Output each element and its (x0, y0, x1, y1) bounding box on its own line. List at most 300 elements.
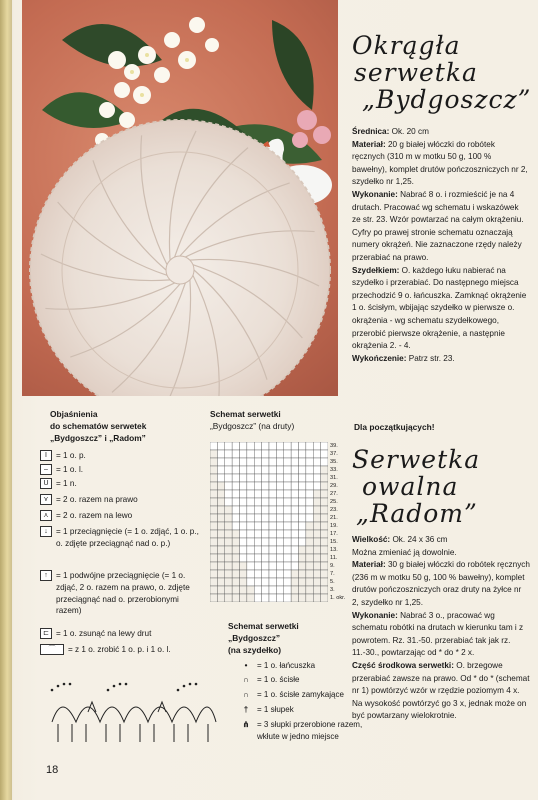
chart-cell (299, 522, 306, 530)
finish-text: Patrz str. 23. (408, 353, 455, 363)
row-number: 31. (330, 475, 338, 481)
chart-cell (225, 442, 232, 450)
chart-cell (225, 594, 232, 602)
beginners-badge: Dla początkujących! (354, 422, 435, 432)
chart-cell (321, 522, 328, 530)
chart-cell (240, 458, 247, 466)
chart-cell (254, 530, 261, 538)
chart-cell (313, 546, 320, 554)
legend-item (40, 464, 206, 476)
chart-cell (291, 514, 298, 522)
chart-cell (321, 570, 328, 578)
chart-cell (225, 522, 232, 530)
chart-cell (247, 506, 254, 514)
chart-cell (217, 554, 224, 562)
chart-cell (321, 498, 328, 506)
chart-cell (321, 466, 328, 474)
chart-cell (210, 498, 217, 506)
chart-cell (291, 522, 298, 530)
crochet-chart-title-line3: (na szydełko) (228, 645, 282, 655)
chart-cell (284, 450, 291, 458)
row-number: 19. (330, 523, 338, 529)
chart-cell (321, 578, 328, 586)
chart-cell (217, 482, 224, 490)
crochet-chart-title-line1: Schemat serwetki (228, 621, 299, 631)
chart-cell (269, 554, 276, 562)
chart-cell (247, 522, 254, 530)
material-text: 20 g białej włóczki do robótek ręcznych (310 m w motku 50 g, 100 % bawełny), komplet drutów pończoszniczych nr 2, szydełko nr 1,25. (352, 139, 528, 187)
p2tog-icon: ⋏ (40, 510, 52, 521)
row-number: 27. (330, 491, 338, 497)
chart-cell (225, 530, 232, 538)
chart-cell (306, 562, 313, 570)
chart-cell (284, 554, 291, 562)
chart-cell (276, 514, 283, 522)
chart-cell (232, 474, 239, 482)
chart-cell (269, 562, 276, 570)
chart-cell (225, 586, 232, 594)
chart-cell (262, 570, 269, 578)
legend-item (40, 644, 218, 656)
chart-cell (247, 490, 254, 498)
chart-cell (299, 570, 306, 578)
chart-cell (225, 546, 232, 554)
chart-cell (269, 506, 276, 514)
k2tog-icon: ⋎ (40, 494, 52, 505)
pattern1-title-line3: „Bydgoszcz” (362, 85, 532, 114)
making-label: Wykonanie: (352, 189, 398, 199)
chart-cell (247, 474, 254, 482)
chart-cell (217, 506, 224, 514)
chart-cell (217, 538, 224, 546)
making2-label: Wykonanie: (352, 610, 398, 620)
chart-cell (306, 466, 313, 474)
chart-cell (232, 554, 239, 562)
knit-chart-title-line2: „Bydgoszcz” (na druty) (210, 421, 295, 431)
chart-cell (262, 442, 269, 450)
chart-cell (225, 482, 232, 490)
chart-cell (262, 490, 269, 498)
chart-cell (299, 554, 306, 562)
chart-cell (269, 522, 276, 530)
chart-cell (284, 490, 291, 498)
chart-cell (225, 514, 232, 522)
row-number: 39. (330, 443, 338, 449)
chart-cell (313, 482, 320, 490)
chart-cell (254, 562, 261, 570)
chart-cell (254, 514, 261, 522)
chart-cell (291, 450, 298, 458)
chart-cell (291, 442, 298, 450)
chart-cell (269, 450, 276, 458)
chart-cell (306, 450, 313, 458)
chart-cell (240, 450, 247, 458)
chart-cell (306, 586, 313, 594)
chart-cell (313, 594, 320, 602)
crochet-legend-text: = 1 o. ścisłe (257, 675, 300, 684)
chart-cell (210, 482, 217, 490)
chart-cell (254, 474, 261, 482)
chart-cell (299, 482, 306, 490)
pattern1-title-line1: Okrągła (352, 31, 461, 60)
chart-cell (240, 474, 247, 482)
row-number: 33. (330, 467, 338, 473)
chart-cell (276, 522, 283, 530)
chart-cell (254, 586, 261, 594)
chart-cell (262, 530, 269, 538)
chart-cell (232, 570, 239, 578)
row-number: 29. (330, 483, 338, 489)
chart-cell (276, 474, 283, 482)
chart-cell (321, 538, 328, 546)
chart-cell (306, 458, 313, 466)
chart-cell (299, 594, 306, 602)
pattern1-instructions (352, 126, 528, 365)
chart-cell (225, 450, 232, 458)
chart-cell (225, 554, 232, 562)
chart-cell (276, 466, 283, 474)
chart-cell (321, 490, 328, 498)
chart-cell (262, 554, 269, 562)
chart-cell (276, 506, 283, 514)
chart-cell (210, 562, 217, 570)
chart-cell (306, 546, 313, 554)
chart-cell (225, 562, 232, 570)
chart-cell (247, 466, 254, 474)
chart-cell (217, 442, 224, 450)
page-number: 18 (46, 764, 59, 776)
chart-cell (240, 554, 247, 562)
chart-cell (254, 498, 261, 506)
chart-cell (254, 594, 261, 602)
chart-cell (262, 450, 269, 458)
chart-cell (262, 578, 269, 586)
material-label: Materiał: (352, 139, 386, 149)
chart-cell (225, 578, 232, 586)
chart-cell (254, 578, 261, 586)
legend-item-text: = 1 n. (56, 479, 77, 488)
chart-cell (313, 466, 320, 474)
chart-cell (291, 530, 298, 538)
chart-cell (232, 466, 239, 474)
chart-cell (276, 458, 283, 466)
chart-cell (291, 538, 298, 546)
legend-heading-line1: Objaśnienia (50, 409, 98, 419)
chart-cell (321, 450, 328, 458)
chart-cell (276, 594, 283, 602)
chart-cell (240, 514, 247, 522)
legend-item-text: = 1 o. zsunąć na lewy drut (56, 629, 152, 638)
chart-cell (254, 482, 261, 490)
chart-cell (276, 546, 283, 554)
chart-cell (291, 474, 298, 482)
knit-stitch-icon: I (40, 450, 52, 461)
crochet-legend-text: = 1 słupek (257, 705, 294, 714)
chart-cell (262, 514, 269, 522)
chart-cell (313, 450, 320, 458)
legend-item-text: = 1 podwójne przeciągnięcie (= 1 o. zdjąć, 2 o. razem na prawo, o. zdjęte przeciągnąć nad o. przerobionymi razem) (56, 571, 190, 616)
chart-cell (306, 482, 313, 490)
chart-cell (232, 442, 239, 450)
chart-cell (240, 442, 247, 450)
row-number: 21. (330, 515, 338, 521)
chart-cell (210, 530, 217, 538)
chart-cell (291, 490, 298, 498)
chart-cell (225, 570, 232, 578)
chart-cell (276, 490, 283, 498)
chart-cell (284, 514, 291, 522)
chart-cell (262, 506, 269, 514)
chart-cell (299, 466, 306, 474)
chart-cell (321, 546, 328, 554)
doily-illustration (22, 0, 338, 396)
chart-cell (232, 490, 239, 498)
chart-cell (291, 594, 298, 602)
chart-cell (262, 586, 269, 594)
chart-cell (217, 530, 224, 538)
diameter-text: Ok. 20 cm (391, 127, 429, 136)
chart-cell (232, 530, 239, 538)
chart-cell (225, 458, 232, 466)
chart-cell (269, 586, 276, 594)
crochet-chart-title-line2: „Bydgoszcz” (228, 633, 281, 643)
chart-cell (247, 546, 254, 554)
chart-cell (299, 562, 306, 570)
chart-cell (247, 586, 254, 594)
chart-cell (240, 538, 247, 546)
chart-cell (240, 578, 247, 586)
pattern2-title (352, 446, 480, 527)
chart-cell (240, 482, 247, 490)
chart-cell (217, 546, 224, 554)
chart-cell (254, 450, 261, 458)
chart-cell (247, 514, 254, 522)
cluster-icon: ⋔ (242, 720, 250, 729)
chart-cell (269, 578, 276, 586)
chart-cell (240, 570, 247, 578)
chart-cell (240, 498, 247, 506)
material2-text: 30 g białej włóczki do robótek ręcznych (236 m w motku 50 g, 100 % bawełny), komplet drutów pończoszniczych oraz druty na żyłce nr 2, szydełko nr 1,25. (352, 560, 530, 607)
purl-stitch-icon: – (40, 464, 52, 475)
chart-cell (217, 498, 224, 506)
chart-cell (240, 490, 247, 498)
legend-item-text: = 1 przeciągnięcie (= 1 o. zdjąć, 1 o. p., o. zdjęte przeciągnąć nad o. p.) (56, 527, 199, 548)
chart-cell (269, 530, 276, 538)
size-note: Można zmieniać ją dowolnie. (352, 547, 457, 557)
chart-cell (321, 514, 328, 522)
single-crochet-icon: ∩ (243, 675, 249, 684)
chart-cell (210, 594, 217, 602)
chart-cell (313, 522, 320, 530)
pattern1-title-line2: serwetka (354, 58, 478, 87)
making2-text: Nabrać 3 o., pracować wg schematu robótki na drutach w kierunku tam i z powrotem. Rz. 31.-50. przerabiać tak jak rz. 11.-30., powtarzając od * do * 2 x. (352, 610, 524, 658)
chart-cell (276, 554, 283, 562)
chart-cell (269, 514, 276, 522)
chart-cell (247, 594, 254, 602)
chart-cell (313, 490, 320, 498)
chart-cell (269, 474, 276, 482)
chart-cell (284, 498, 291, 506)
chart-cell (276, 530, 283, 538)
chart-cell (284, 474, 291, 482)
row-number: 35. (330, 459, 338, 465)
row-number: 13. (330, 547, 338, 553)
chart-cell (262, 474, 269, 482)
chart-cell (269, 458, 276, 466)
chart-cell (240, 466, 247, 474)
chart-cell (313, 498, 320, 506)
row-number: 3. (330, 587, 335, 593)
legend-item-text: = 1 o. l. (56, 465, 84, 474)
chart-cell (232, 498, 239, 506)
crochet-chart-title (228, 620, 299, 656)
chart-cell (291, 498, 298, 506)
knit-chart-title (210, 408, 294, 432)
chart-cell (217, 562, 224, 570)
chart-cell (284, 594, 291, 602)
double-slip-pass-icon: ↑ (40, 570, 52, 581)
chart-cell (262, 522, 269, 530)
chart-cell (291, 506, 298, 514)
pattern2-instructions (352, 534, 530, 723)
crochet-legend-text: = 1 o. łańcuszka (257, 661, 316, 670)
chart-cell (291, 458, 298, 466)
legend-heading (50, 408, 146, 444)
chart-cell (299, 578, 306, 586)
chart-cell (299, 538, 306, 546)
chart-cell (262, 546, 269, 554)
chart-cell (313, 506, 320, 514)
chart-cell (254, 554, 261, 562)
chart-cell (299, 498, 306, 506)
chart-cell (210, 578, 217, 586)
chart-cell (217, 458, 224, 466)
row-number: 7. (330, 571, 335, 577)
crochet-legend-text: = 3 słupki przerobione razem, wkłute w jedno miejsce (257, 720, 363, 741)
chart-cell (299, 506, 306, 514)
chart-cell (284, 530, 291, 538)
chart-cell (232, 538, 239, 546)
crochet-text: O. każdego łuku nabierać na szydełko i przerabiać. Do następnego miejsca przechodzić 9 o. łańcuszka. Zamknąć okrążenie 1 o. ścisłym, wbijając szydełko w pierwsze o. okrążenia - wg schematu szydełkowego, przerobić pierwsze okrążenie, a następnie okrążenia 2. - 4. (352, 265, 527, 351)
slip-left-icon: ⊏ (40, 628, 52, 639)
row-number: 23. (330, 507, 338, 513)
chart-cell (306, 514, 313, 522)
chart-cell (284, 562, 291, 570)
chart-cell (240, 562, 247, 570)
slip-pass-icon: ↓ (40, 526, 52, 537)
chart-cell (225, 474, 232, 482)
chart-cell (291, 586, 298, 594)
chart-cell (313, 578, 320, 586)
chart-cell (232, 578, 239, 586)
chart-cell (210, 506, 217, 514)
chart-cell (232, 586, 239, 594)
chart-cell (291, 466, 298, 474)
chart-cell (232, 594, 239, 602)
chart-cell (284, 506, 291, 514)
chart-cell (210, 442, 217, 450)
size-text: Ok. 24 x 36 cm (392, 535, 448, 544)
legend-item (40, 526, 206, 550)
chart-cell (269, 538, 276, 546)
chart-cell (254, 538, 261, 546)
chart-cell (284, 442, 291, 450)
legend-item-text: = 2 o. razem na prawo (56, 495, 138, 504)
legend-item (40, 494, 206, 506)
chart-cell (306, 490, 313, 498)
chart-cell (247, 498, 254, 506)
chart-cell (291, 546, 298, 554)
chart-cell (321, 530, 328, 538)
chart-cell (306, 498, 313, 506)
chart-cell (276, 562, 283, 570)
chart-cell (254, 490, 261, 498)
chart-cell (313, 554, 320, 562)
chart-cell (306, 522, 313, 530)
chart-cell (291, 554, 298, 562)
chart-cell (284, 546, 291, 554)
chart-cell (269, 546, 276, 554)
finish-label: Wykończenie: (352, 353, 407, 363)
diameter-label: Średnica: (352, 127, 390, 136)
pattern2-title-line3: „Radom” (356, 499, 478, 528)
row-number: 5. (330, 579, 335, 585)
increase-icon: ⌒ (40, 644, 64, 655)
chart-cell (284, 570, 291, 578)
chart-cell (232, 514, 239, 522)
chart-cell (240, 594, 247, 602)
chart-cell (313, 442, 320, 450)
chart-cell (321, 474, 328, 482)
chart-cell (217, 522, 224, 530)
crochet-legend-text: = 1 o. ścisłe zamykające (257, 690, 344, 699)
pattern2-title-line1: Serwetka (352, 445, 481, 474)
crochet-edge-diagram (48, 672, 220, 752)
chart-cell (210, 450, 217, 458)
chart-cell (269, 594, 276, 602)
chart-cell (217, 514, 224, 522)
row-number: 17. (330, 531, 338, 537)
chart-cell (240, 530, 247, 538)
chart-cell (313, 514, 320, 522)
row-number: 1. okr. (330, 595, 346, 601)
chart-cell (210, 554, 217, 562)
chart-cell (299, 442, 306, 450)
chart-cell (284, 586, 291, 594)
chart-cell (276, 586, 283, 594)
chart-cell (291, 482, 298, 490)
legend-heading-line3: „Bydgoszcz” i „Radom” (50, 433, 146, 443)
chart-cell (210, 474, 217, 482)
chart-cell (299, 490, 306, 498)
chart-cell (217, 594, 224, 602)
chart-cell (284, 578, 291, 586)
chart-cell (299, 450, 306, 458)
chart-cell (276, 442, 283, 450)
knit-chart-title-line1: Schemat serwetki (210, 409, 281, 419)
row-number: 15. (330, 539, 338, 545)
chart-cell (269, 466, 276, 474)
chart-cell (225, 466, 232, 474)
chart-cell (284, 538, 291, 546)
chart-cell (313, 538, 320, 546)
legend-item (40, 510, 206, 522)
chart-cell (247, 570, 254, 578)
chart-cell (254, 466, 261, 474)
chart-cell (313, 530, 320, 538)
chart-cell (247, 578, 254, 586)
chart-cell (269, 482, 276, 490)
